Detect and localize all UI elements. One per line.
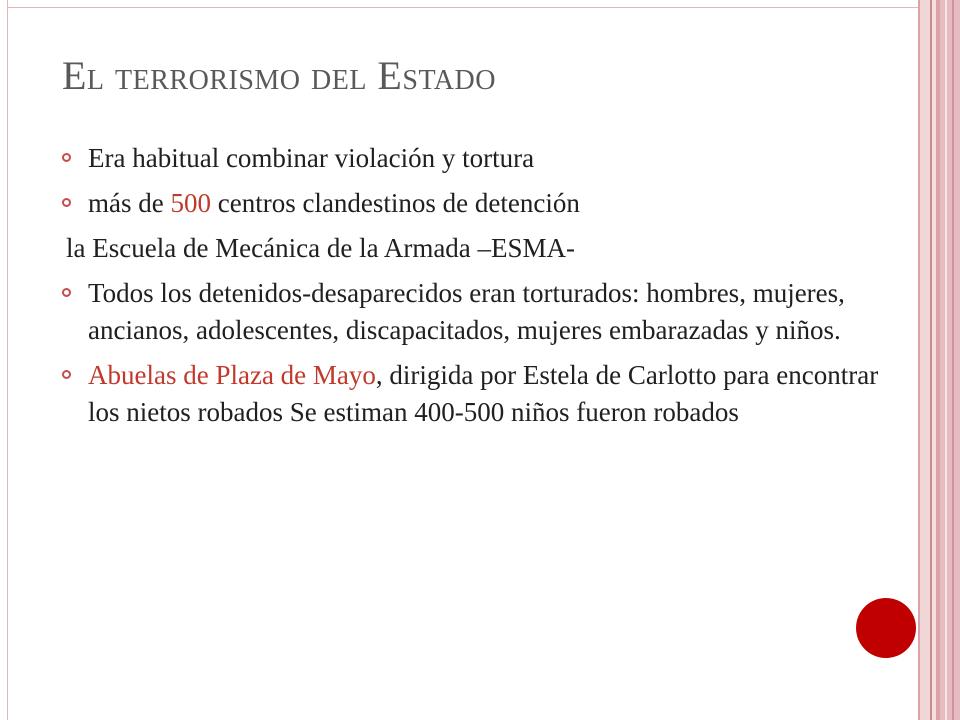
plain-text: la Escuela de Mecánica de la Armada –ESMA- [66, 233, 576, 263]
bullet-text-prefix: más de [88, 188, 171, 218]
red-circle-decoration [856, 598, 916, 658]
bullet-item [62, 275, 902, 349]
right-stripe [920, 0, 930, 720]
bullet-item [62, 357, 902, 431]
circle-bullet-icon [62, 153, 71, 162]
right-stripe [940, 0, 960, 720]
highlight-count: 500 [170, 188, 211, 218]
bullet-item [62, 140, 902, 177]
highlight-organization: Abuelas de Plaza de Mayo [88, 360, 376, 390]
bullet-item [62, 185, 902, 222]
circle-bullet-icon [62, 288, 71, 297]
frame-top-line [7, 7, 919, 8]
bullet-text-suffix: centros clandestinos de detención [210, 188, 580, 218]
right-stripe [952, 0, 954, 720]
circle-bullet-icon [62, 198, 71, 207]
right-stripe [945, 0, 947, 720]
slide-content [62, 140, 902, 439]
circle-bullet-icon [62, 370, 71, 379]
slide-title: El terrorismo del Estado [62, 53, 496, 98]
plain-item [62, 230, 902, 267]
bullet-text-suffix: , dirigida por Estela de Carlotto para encontrar los nietos robados Se estiman 400-500 niños fueron robados [88, 360, 879, 427]
frame-left-line [7, 0, 8, 720]
bullet-text: Todos los detenidos-desaparecidos eran torturados: hombres, mujeres, ancianos, adolescentes, discapacitados, mujeres embarazadas y niños. [88, 278, 845, 345]
bullet-text: Era habitual combinar violación y tortura [88, 143, 535, 173]
